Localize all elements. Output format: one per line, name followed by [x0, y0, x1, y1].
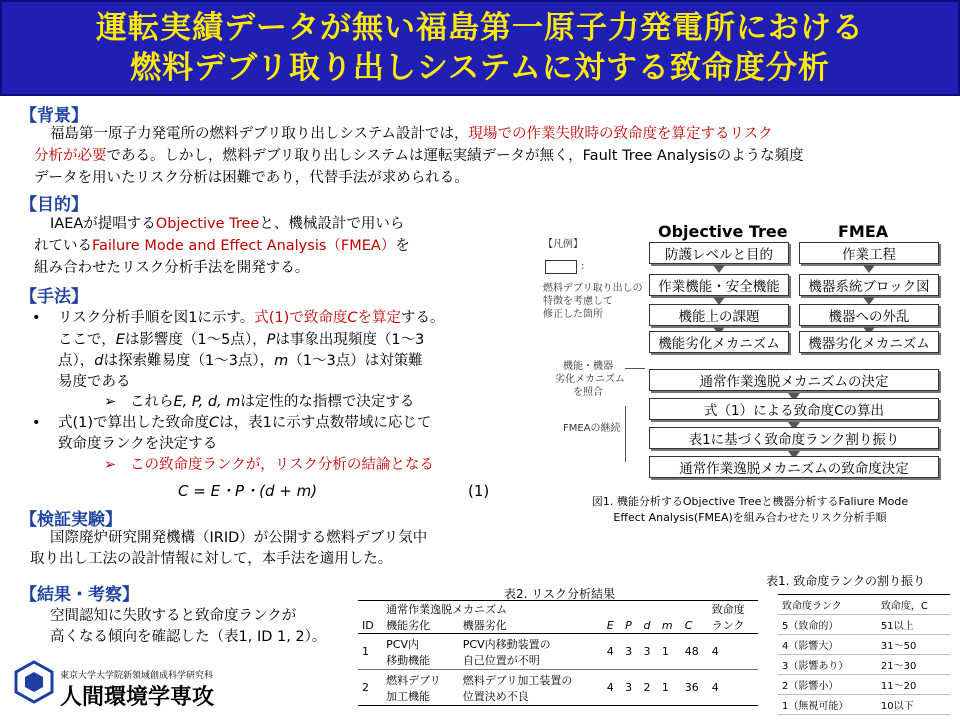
verification-line-1: 国際廃炉研究開発機構（IRID）が公開する燃料デブリ気中 [50, 530, 428, 546]
method-line-2: ここで，Eは影響度（1～5点），Pは事象出現頻度（1～3 [58, 332, 425, 348]
t2-cell: 3 [625, 681, 633, 694]
table-row [778, 655, 950, 675]
wide-box-2: 式（1）による致命度Cの算出 [649, 398, 939, 420]
t2-cell: 3 [625, 645, 633, 658]
t1-c-header: 致命度，C [877, 595, 950, 615]
connector-line [625, 368, 645, 369]
table-row [778, 635, 950, 655]
legend-colon: : [581, 261, 585, 272]
results-line-1: 空間認知に失敗すると致命度ランクが [50, 608, 297, 624]
t1-cell: 1（無視可能） [778, 695, 877, 715]
t2-cell: PCV内 移動機能 [386, 637, 431, 667]
ot-box-1: 防護レベルと目的 [649, 242, 789, 264]
t2-cell: 1 [661, 645, 669, 658]
table-row [358, 670, 758, 706]
legend-note-2: 特徴を考慮して [543, 296, 613, 307]
results-line-2: 高くなる傾向を確認した（表1, ID 1, 2）。 [50, 629, 327, 645]
t2-cell: 4 [711, 681, 719, 694]
t2-p-header: P [625, 618, 632, 632]
table-1 [778, 594, 950, 715]
t2-d-header: d [643, 618, 651, 632]
method-line-4: 易度である [58, 374, 131, 390]
table-2 [358, 600, 758, 706]
side-label-match-2: 劣化メカニズム [555, 374, 625, 385]
table-row [358, 601, 758, 618]
wide-box-1: 通常作業逸脱メカニズムの決定 [649, 369, 939, 391]
side-label-match-1: 機能・機器 [563, 361, 613, 372]
method-line-5: これらE, P, d, mは定性的な指標で決定する [130, 394, 415, 410]
t2-cell: 4 [711, 645, 719, 658]
purpose-line-1: IAEAが提唱するObjective Treeと、機械設計で用いら [50, 216, 405, 232]
t2-func-header: 機能劣化 [386, 619, 431, 632]
background-line-1: 福島第一原子力発電所の燃料デブリ取り出しシステム設計では，現場での作業失敗時の致命度を算定するリスク [50, 126, 773, 142]
t1-cell: 2（影響小） [778, 675, 877, 695]
t2-cell: 1 [661, 681, 669, 694]
table-row [778, 595, 950, 615]
table-row [358, 617, 758, 634]
table-row [778, 675, 950, 695]
wide-box-3: 表1に基づく致命度ランク割り振り [649, 427, 939, 449]
t2-cell: 4 [606, 681, 614, 694]
t1-rank-header: 致命度ランク [778, 595, 877, 615]
background-line-2: 分析が必要である。しかし，燃料デブリ取り出しシステムは運転実績データが無く，Fault Tree Analysisのような頻度 [34, 148, 804, 164]
bullet-1: • [32, 310, 41, 326]
legend-note-3: 修正した箇所 [543, 309, 603, 320]
results-heading: 【結果・考察】 [20, 585, 139, 605]
wide-box-4: 通常作業逸脱メカニズムの致命度決定 [649, 456, 939, 478]
title-line-1: 運転実績データが無い福島第一原子力発電所における [96, 10, 864, 46]
t2-cell: 2 [643, 681, 651, 694]
side-label-match-3: を照合 [573, 387, 603, 398]
figure-caption: 図1. 機能分析するObjective Treeと機器分析するFaliure Mode Effect Analysis(FMEA)を組み合わせたリスク分析手順 [591, 495, 909, 524]
logo-title: 人間環境学専攻 [60, 685, 215, 710]
t2-group-header: 通常作業逸脱メカニズム [386, 603, 508, 616]
t2-cell: 2 [362, 681, 369, 694]
t2-cell: 36 [684, 681, 699, 694]
logo-subtitle: 東京大学大学院新領域創成科学研究科 [60, 671, 214, 681]
t2-cell: PCV内移動装置の 自己位置が不明 [462, 637, 551, 667]
t1-cell: 3（影響あり） [778, 655, 877, 675]
method-line-8: この致命度ランクが，リスク分析の結論となる [130, 457, 434, 473]
t1-cell: 4（影響大） [778, 635, 877, 655]
purpose-line-3: 組み合わせたリスク分析手法を開発する。 [34, 260, 310, 276]
table-row [358, 634, 758, 670]
connector-line [625, 406, 626, 462]
legend-title: 【凡例】 [543, 239, 583, 250]
arrow [713, 265, 725, 273]
table-row [778, 695, 950, 715]
arrow [863, 265, 875, 273]
title-line-2: 燃料デブリ取り出しシステムに対する致命度分析 [130, 50, 830, 86]
purpose-heading: 【目的】 [20, 195, 88, 215]
background-line-3: データを用いたリスク分析は困難であり，代替手法が求められる。 [34, 170, 469, 186]
method-line-7: 致命度ランクを決定する [58, 436, 218, 452]
sub-bullet-1: ➢ [104, 394, 117, 410]
table-row [778, 615, 950, 635]
t1-cell: 21～30 [877, 655, 950, 675]
fmea-box-1: 作業工程 [799, 242, 939, 264]
t2-id-header: ID [362, 618, 374, 632]
t1-cell: 5（致命的） [778, 615, 877, 635]
ot-box-3: 機能上の課題 [649, 304, 789, 326]
t2-rank-header-2: ランク [711, 619, 745, 632]
t2-rank-header-1: 致命度 [711, 603, 745, 616]
verification-line-2: 取り出し工法の設計情報に対して，本手法を適用した。 [30, 551, 393, 567]
formula: C = E・P・(d + m) [178, 482, 318, 500]
t1-cell: 51以上 [877, 615, 950, 635]
legend-note-1: 燃料デブリ取り出しの [543, 283, 643, 294]
figure-1 [533, 218, 953, 488]
table-1-caption: 表1. 致命度ランクの割り振り [766, 574, 926, 588]
t2-cell: 3 [643, 645, 651, 658]
fmea-box-4: 機器劣化メカニズム [799, 331, 939, 353]
ot-box-4: 機能劣化メカニズム [649, 331, 789, 353]
t1-cell: 31～50 [877, 635, 950, 655]
method-line-6: 式(1)で算出した致命度Cは，表1に示す点数帯域に応じて [58, 415, 432, 431]
formula-number: (1) [468, 482, 490, 500]
sub-bullet-2: ➢ [104, 457, 117, 473]
t2-cell: 1 [362, 645, 369, 658]
background-heading: 【背景】 [20, 106, 88, 126]
t2-cell: 燃料デブリ 加工機能 [386, 673, 441, 703]
bullet-2: • [32, 415, 41, 431]
t2-cell: 燃料デブリ加工装置の 位置決め不良 [462, 673, 573, 703]
university-logo-icon [12, 660, 56, 704]
t1-cell: 11～20 [877, 675, 950, 695]
t2-m-header: m [661, 618, 673, 632]
t2-c-header: C [684, 618, 693, 632]
legend-box [545, 260, 577, 274]
t1-cell: 10以下 [877, 695, 950, 715]
purpose-line-2: れているFailure Mode and Effect Analysis（FMEA）を [34, 238, 410, 254]
table-2-caption: 表2. リスク分析結果 [504, 587, 616, 601]
fmea-box-2: 機器系統ブロック図 [799, 274, 939, 296]
t2-cell: 48 [684, 645, 699, 658]
t2-dev-header: 機器劣化 [462, 619, 507, 632]
fmea-box-3: 機器への外乱 [799, 304, 939, 326]
ot-box-2: 作業機能・安全機能 [649, 274, 789, 296]
method-line-1: リスク分析手順を図1に示す。式(1)で致命度Cを算定する。 [58, 310, 445, 326]
method-line-3: 点），dは探索難易度（1～3点），m（1～3点）は対策難 [58, 353, 423, 369]
t2-cell: 4 [606, 645, 614, 658]
side-label-fmea-continue: FMEAの継続 [563, 423, 621, 434]
figure-col-fmea: FMEA [838, 222, 889, 241]
title-banner [0, 0, 960, 96]
method-heading: 【手法】 [20, 287, 88, 307]
figure-col-objective-tree: Objective Tree [658, 222, 788, 241]
t2-e-header: E [606, 618, 614, 632]
verification-heading: 【検証実験】 [20, 510, 122, 530]
